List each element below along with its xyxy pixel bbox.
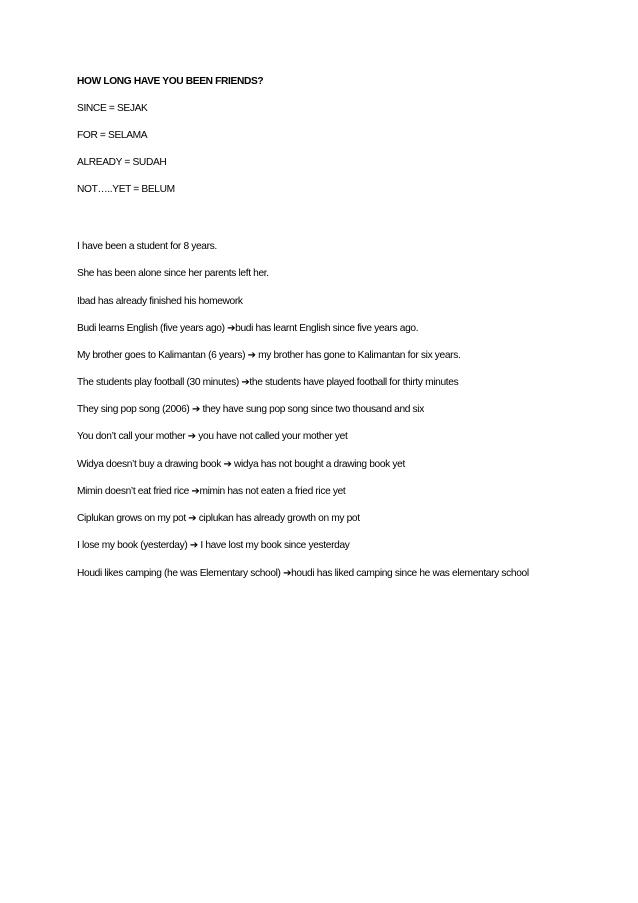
sentence-before: Houdi likes camping (he was Elementary school)	[77, 568, 284, 579]
sentence-line: I have been a student for 8 years.	[77, 241, 217, 252]
sentence-before: Mimin doesn’t eat fried rice	[77, 486, 192, 497]
transformation-line	[77, 375, 577, 391]
transformation-line	[77, 429, 577, 445]
sentence-after: you have not called your mother yet	[195, 431, 348, 442]
sentence-after: ciplukan has already growth on my pot	[196, 513, 360, 524]
vocab-line: SINCE = SEJAK	[77, 103, 148, 114]
sentence-before: You don’t call your mother	[77, 431, 188, 442]
sentence-before: The students play football (30 minutes)	[77, 377, 242, 388]
arrow-right-icon: ➔	[191, 404, 200, 415]
sentence-before: Budi learns English (five years ago)	[77, 323, 228, 334]
sentence-before: They sing pop song (2006)	[77, 404, 192, 415]
arrow-right-icon: ➔	[191, 486, 200, 497]
arrow-right-icon: ➔	[187, 431, 196, 442]
sentence-before: Widya doesn’t buy a drawing book	[77, 459, 224, 470]
sentence-after: they have sung pop song since two thousand and six	[199, 404, 424, 415]
sentence-line: Ibad has already finished his homework	[77, 296, 243, 307]
sentence-before: My brother goes to Kalimantan (6 years)	[77, 350, 248, 361]
arrow-right-icon: ➔	[223, 459, 232, 470]
arrow-right-icon: ➔	[283, 568, 292, 579]
sentence-after: mimin has not eaten a fried rice yet	[199, 486, 346, 497]
arrow-right-icon: ➔	[189, 540, 198, 551]
sentence-after: the students have played football for thirty minutes	[249, 377, 459, 388]
sentence-after: houdi has liked camping since he was elementary school	[291, 568, 529, 579]
sentence-after: widya has not bought a drawing book yet	[231, 459, 405, 470]
transformation-line	[77, 511, 577, 527]
sentence-after: budi has learnt English since five years ago.	[235, 323, 419, 334]
sentence-after: I have lost my book since yesterday	[197, 540, 350, 551]
transformation-line	[77, 484, 577, 500]
transformation-line	[77, 457, 577, 473]
transformation-line	[77, 348, 577, 364]
vocab-line: FOR = SELAMA	[77, 130, 148, 141]
arrow-right-icon: ➔	[227, 323, 236, 334]
transformation-line	[77, 538, 577, 554]
sentence-line: She has been alone since her parents left her.	[77, 268, 269, 279]
document-title: HOW LONG HAVE YOU BEEN FRIENDS?	[77, 76, 264, 87]
arrow-right-icon: ➔	[188, 513, 197, 524]
arrow-right-icon: ➔	[241, 377, 250, 388]
vocab-line: ALREADY = SUDAH	[77, 157, 167, 168]
sentence-before: Ciplukan grows on my pot	[77, 513, 189, 524]
transformation-line	[77, 321, 577, 337]
vocab-line: NOT…..YET = BELUM	[77, 184, 175, 195]
transformation-line	[77, 402, 577, 418]
arrow-right-icon: ➔	[247, 350, 256, 361]
transformation-line	[77, 566, 577, 582]
sentence-before: I lose my book (yesterday)	[77, 540, 190, 551]
sentence-after: my brother has gone to Kalimantan for six years.	[255, 350, 461, 361]
